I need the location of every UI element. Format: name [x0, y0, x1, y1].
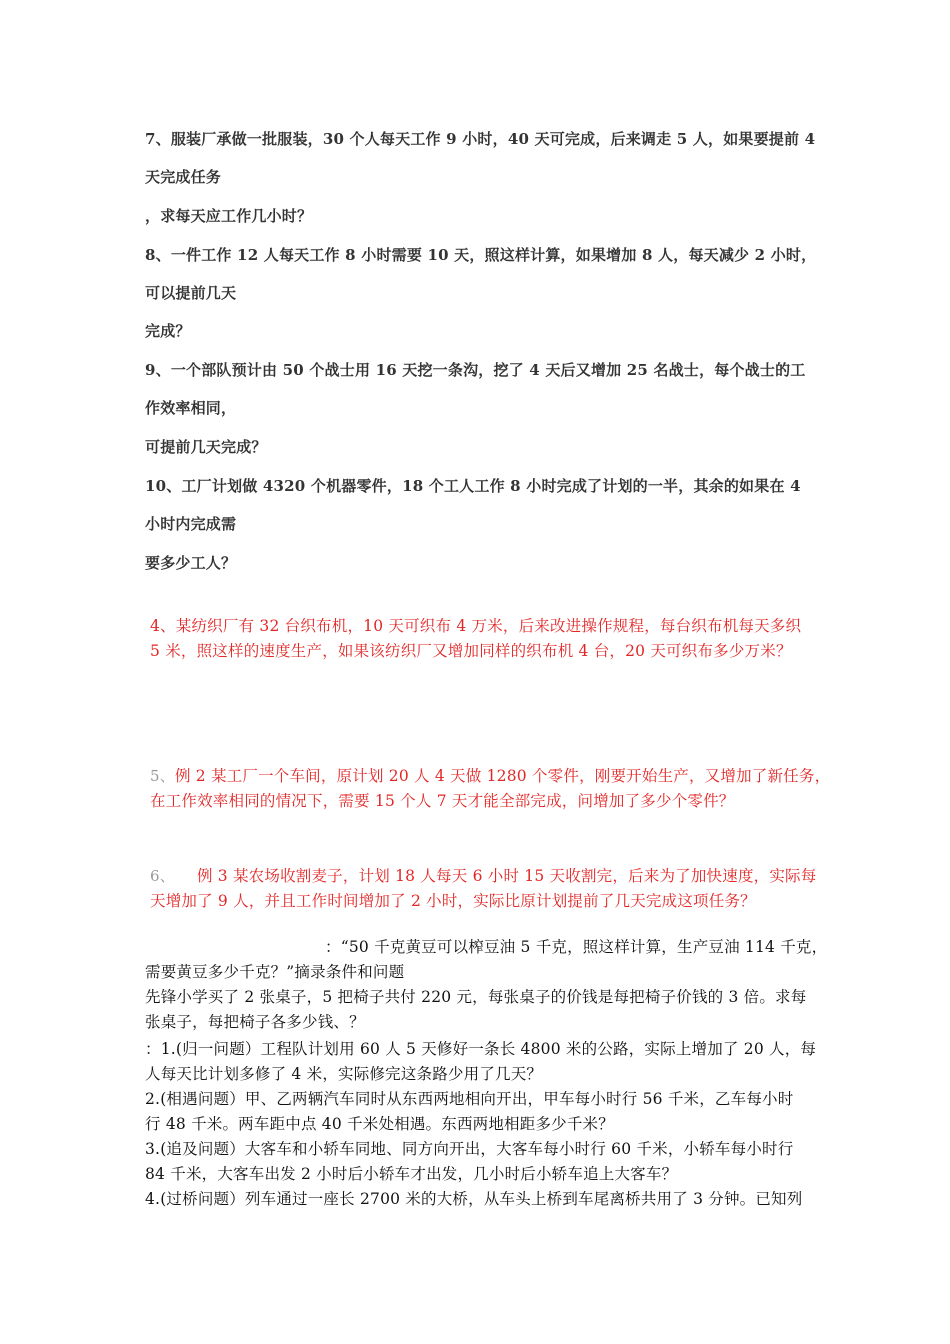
problem-5-line-1 [150, 764, 831, 786]
problem-7-line-2: 天完成任务 [145, 168, 222, 186]
desk-chair-line-2: 张桌子，每把椅子各多少钱、？ [145, 1013, 365, 1031]
problem-6-number: 6、 [150, 867, 175, 885]
problem-9-line-2: 作效率相同， [145, 399, 237, 417]
problem-8-line-2: 可以提前几天 [145, 284, 237, 302]
problem-5-text: 例 2 某工厂一个车间，原计划 20 人 4 天做 1280 个零件，刚要开始生产，又增加了新任务， [174, 767, 831, 785]
problem-chase-line-2: 84 千米，大客车出发 2 小时后小轿车才出发，几小时后小轿车追上大客车？ [145, 1165, 678, 1183]
problem-5-line-2: 在工作效率相同的情况下，需要 15 个人 7 天才能全部完成，问增加了多少个零件？ [150, 792, 735, 810]
problem-7-line-3: ，求每天应工作几小时？ [145, 207, 313, 225]
problem-meeting-line-1: 2.(相遇问题）甲、乙两辆汽车同时从东西两地相向开出，甲车每小时行 56 千米，乙车每小时 [145, 1090, 794, 1108]
problem-6-text: 例 3 某农场收割麦子，计划 18 人每天 6 小时 15 天收割完，后来为了加快速度，实际每 [196, 867, 817, 885]
desk-chair-line-1: 先锋小学买了 2 张桌子，5 把椅子共付 220 元，每张桌子的价钱是每把椅子价钱的 3 倍。求每 [145, 988, 807, 1006]
soybean-line-1: ：“50 千克黄豆可以榨豆油 5 千克，照这样计算，生产豆油 114 千克， [325, 938, 828, 956]
problem-9-line-1: 9、一个部队预计由 50 个战士用 16 天挖一条沟，挖了 4 天后又增加 25 名战士，每个战士的工 [145, 361, 806, 379]
problem-unit-line-1: ：1.(归一问题）工程队计划用 60 人 5 天修好一条长 4800 米的公路，实际上增加了 20 人，每 [145, 1040, 817, 1058]
problem-7-line-1: 7、服装厂承做一批服装，30 个人每天工作 9 小时，40 天可完成，后来调走 5 人，如果要提前 4 [145, 130, 816, 148]
problem-8-line-3: 完成？ [145, 322, 191, 340]
problem-10-line-1: 10、工厂计划做 4320 个机器零件，18 个工人工作 8 小时完成了计划的一半，其余的如果在 4 [145, 477, 801, 495]
problem-bridge-line-1: 4.(过桥问题）列车通过一座长 2700 米的大桥，从车头上桥到车尾离桥共用了 3 分钟。已知列 [145, 1190, 803, 1208]
problem-9-line-3: 可提前几天完成？ [145, 438, 267, 456]
problem-meeting-line-2: 行 48 千米。两车距中点 40 千米处相遇。东西两地相距多少千米？ [145, 1115, 614, 1133]
problem-10-line-3: 要多少工人？ [145, 554, 237, 572]
problem-4-line-1: 4、某纺织厂有 32 台织布机，10 天可织布 4 万米，后来改进操作规程，每台织布机每天多织 [150, 617, 802, 635]
problem-10-line-2: 小时内完成需 [145, 515, 237, 533]
problem-6-line-2: 天增加了 9 人，并且工作时间增加了 2 小时，实际比原计划提前了几天完成这项任务？ [150, 892, 756, 910]
problem-chase-line-1: 3.(追及问题）大客车和小轿车同地、同方向开出，大客车每小时行 60 千米，小轿车每小时行 [145, 1140, 794, 1158]
problem-4-line-2: 5 米，照这样的速度生产，如果该纺织厂又增加同样的织布机 4 台，20 天可织布多少万米？ [150, 642, 792, 660]
problem-5-number: 5、 [150, 767, 175, 785]
problem-6-line-1 [150, 864, 820, 886]
problem-unit-line-2: 人每天比计划多修了 4 米，实际修完这条路少用了几天？ [145, 1065, 543, 1083]
problem-8-line-1: 8、一件工作 12 人每天工作 8 小时需要 10 天，照这样计算，如果增加 8 人，每天减少 2 小时， [145, 246, 817, 264]
soybean-line-2: 需要黄豆多少千克？”摘录条件和问题 [145, 963, 405, 981]
